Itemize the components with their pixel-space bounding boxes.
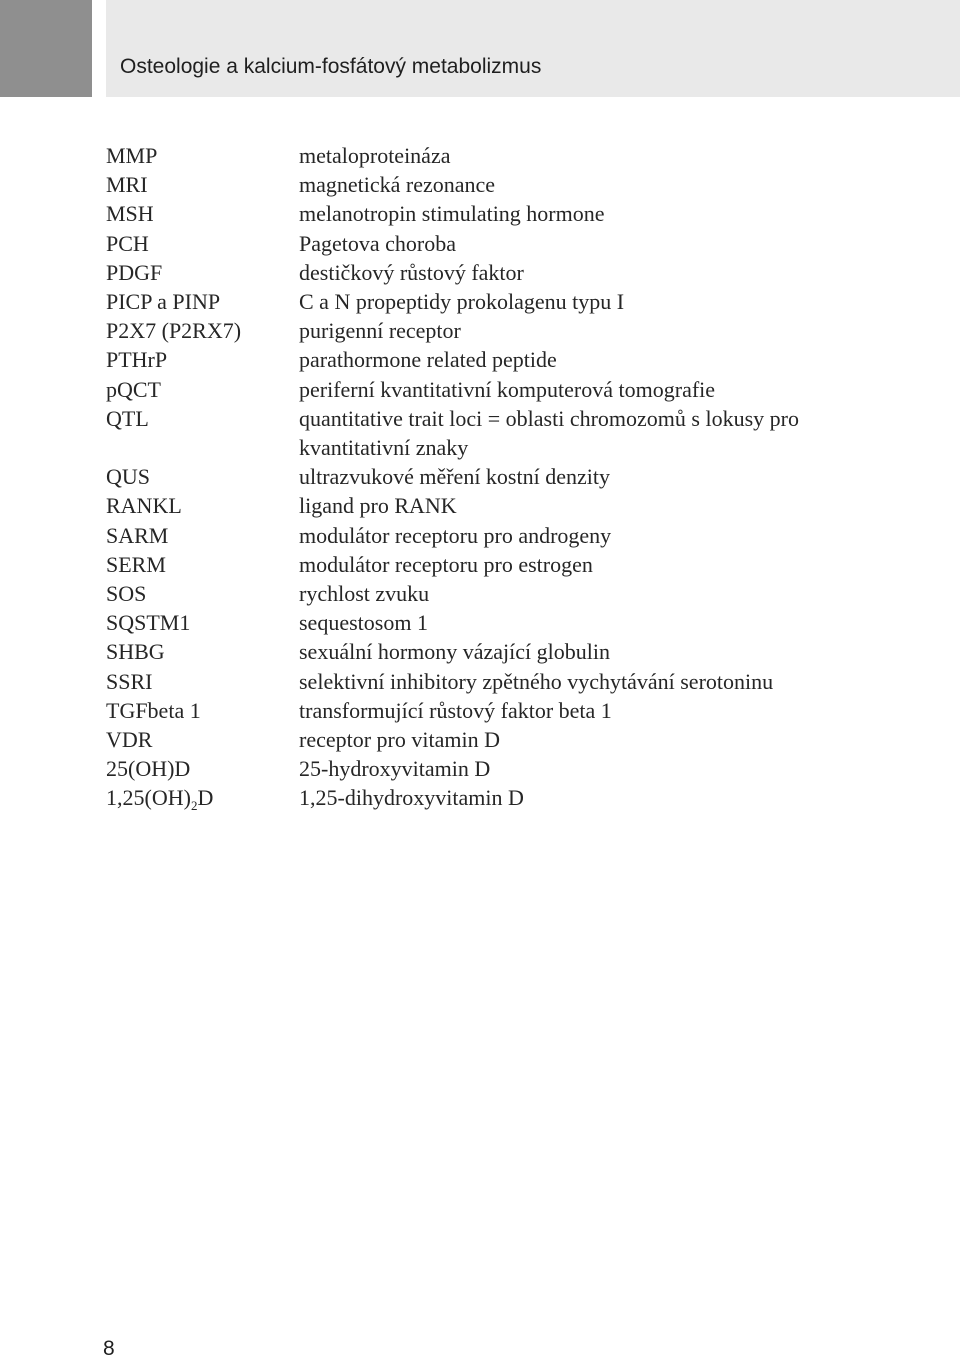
abbreviation-row: [106, 491, 866, 520]
abbreviation-row: [106, 521, 866, 550]
abbreviation-row: [106, 375, 866, 404]
abbreviation-term: pQCT: [106, 376, 161, 402]
abbreviation-definition: metaloproteináza: [299, 143, 451, 168]
abbreviation-row: [106, 316, 866, 345]
abbreviation-definition: ligand pro RANK: [299, 493, 457, 519]
abbreviation-row: [106, 608, 866, 637]
abbreviation-term: PICP a PINP: [106, 289, 221, 315]
abbreviation-term: VDR: [106, 727, 153, 753]
abbreviation-term: MMP: [106, 143, 158, 168]
abbreviation-term: [106, 783, 299, 812]
abbreviation-term: PCH: [106, 230, 149, 256]
abbreviation-row: [106, 141, 866, 170]
abbreviation-term: 25(OH)D: [106, 756, 191, 782]
abbreviation-definition: purigenní receptor: [299, 318, 461, 344]
abbreviation-definition: 1,25-dihydroxyvitamin D: [299, 785, 524, 811]
abbreviation-term: SQSTM1: [106, 610, 191, 636]
header-side-tab: [0, 0, 92, 97]
abbreviation-row: [106, 170, 866, 199]
term-suffix: D: [197, 785, 214, 811]
abbreviation-row: [106, 550, 866, 579]
abbreviation-definition: magnetická rezonance: [299, 172, 496, 198]
abbreviation-row: [106, 199, 866, 228]
abbreviation-term: TGFbeta 1: [106, 697, 201, 723]
abbreviation-definition: periferní kvantitativní komputerová tomografie: [299, 376, 716, 402]
abbreviation-term: MRI: [106, 172, 148, 198]
abbreviation-definition: sexuální hormony vázající globulin: [299, 639, 610, 665]
abbreviation-term: QTL: [106, 405, 149, 431]
abbreviation-term: SHBG: [106, 639, 165, 665]
header-band: [106, 0, 960, 97]
abbreviation-definition: rychlost zvuku: [299, 581, 430, 607]
abbreviation-row: [106, 229, 866, 258]
abbreviation-definition: C a N propeptidy prokolagenu typu I: [299, 289, 625, 315]
abbreviation-row: [106, 579, 866, 608]
abbreviation-definition: selektivní inhibitory zpětného vychytávání serotoninu: [299, 668, 774, 694]
abbreviation-row: [106, 783, 866, 812]
abbreviation-row: [106, 258, 866, 287]
abbreviation-definition: modulátor receptoru pro estrogen: [299, 551, 593, 577]
abbreviation-definition: melanotropin stimulating hormone: [299, 201, 605, 227]
abbreviation-term: SSRI: [106, 668, 153, 694]
abbreviation-row: [106, 696, 866, 725]
abbreviation-row: [106, 287, 866, 316]
abbreviation-term: RANKL: [106, 493, 182, 519]
abbreviation-row: [106, 725, 866, 754]
abbreviation-term: SERM: [106, 551, 166, 577]
term-prefix: 1,25(OH): [106, 785, 191, 811]
abbreviation-term: P2X7 (P2RX7): [106, 318, 242, 344]
abbreviation-definition: transformující růstový faktor beta 1: [299, 697, 612, 723]
abbreviation-row: [106, 637, 866, 666]
abbreviation-definition: destičkový růstový faktor: [299, 259, 524, 285]
abbreviation-term: QUS: [106, 464, 151, 490]
page-number: 8: [103, 1337, 115, 1360]
abbreviation-definition: quantitative trait loci = oblasti chromozomů s lokusy pro kvantitativní znaky: [299, 405, 799, 461]
abbreviation-term: SOS: [106, 581, 147, 607]
abbreviation-definition: Pagetova choroba: [299, 230, 456, 256]
abbreviation-term: SARM: [106, 522, 169, 548]
abbreviation-row: [106, 667, 866, 696]
abbreviation-term: PDGF: [106, 259, 163, 285]
abbreviation-row: [106, 754, 866, 783]
abbreviation-definition: ultrazvukové měření kostní denzity: [299, 464, 610, 490]
abbreviation-row: [106, 345, 866, 374]
abbreviation-definition: sequestosom 1: [299, 610, 428, 636]
abbreviation-term: MSH: [106, 201, 154, 227]
abbreviation-definition: 25-hydroxyvitamin D: [299, 756, 491, 782]
abbreviation-term: PTHrP: [106, 347, 168, 373]
term-subscript: 2: [190, 798, 198, 814]
chapter-title: Osteologie a kalcium-fosfátový metabolizmus: [120, 55, 542, 78]
abbreviation-definition: parathormone related peptide: [299, 347, 557, 373]
abbreviation-row: [106, 462, 866, 491]
abbreviation-definition: receptor pro vitamin D: [299, 727, 500, 753]
abbreviation-row: [106, 404, 866, 462]
abbreviation-list: [106, 141, 866, 813]
abbreviation-definition: modulátor receptoru pro androgeny: [299, 522, 612, 548]
